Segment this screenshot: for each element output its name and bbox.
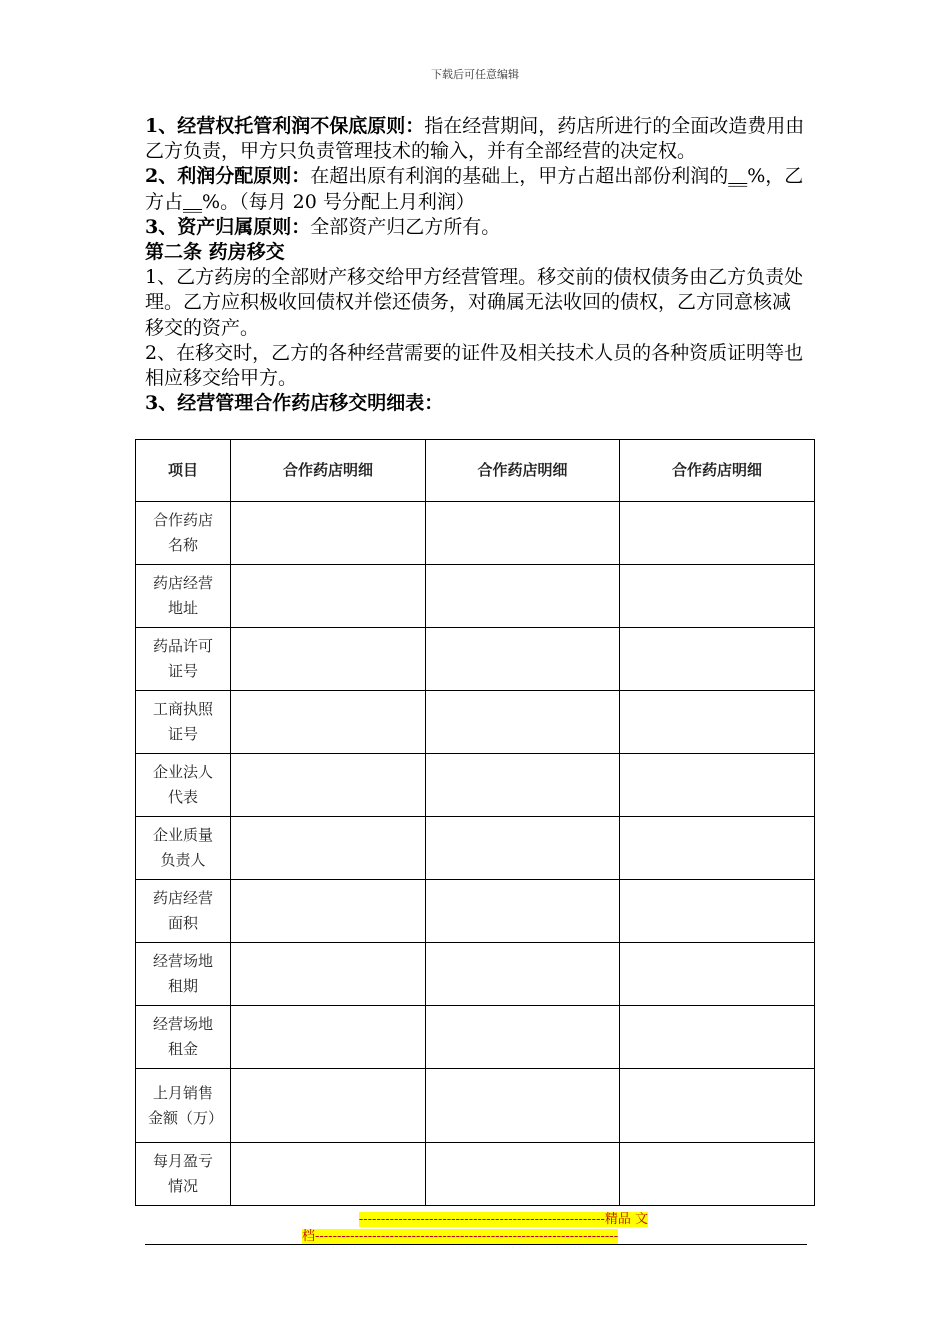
table-cell[interactable] [426, 943, 620, 1006]
table-cell[interactable] [231, 943, 426, 1006]
row-label: 上月销售金额（万） [136, 1069, 231, 1143]
row-label: 每月盈亏情况 [136, 1143, 231, 1206]
row-label: 药店经营面积 [136, 880, 231, 943]
handover-detail-table [135, 439, 815, 1206]
column-header-store-detail: 合作药店明细 [620, 440, 815, 502]
table-cell[interactable] [620, 502, 815, 565]
table-cell[interactable] [620, 1069, 815, 1143]
paragraph-profit-principle [145, 114, 807, 164]
table-cell[interactable] [620, 817, 815, 880]
table-cell[interactable] [426, 754, 620, 817]
column-header-store-detail: 合作药店明细 [231, 440, 426, 502]
table-cell[interactable] [231, 880, 426, 943]
document-body [145, 114, 807, 416]
table-row [136, 502, 815, 565]
table-cell[interactable] [426, 1069, 620, 1143]
table-cell[interactable] [620, 565, 815, 628]
column-header-item: 项目 [136, 440, 231, 502]
table-row [136, 1006, 815, 1069]
table-cell[interactable] [426, 880, 620, 943]
paragraph-handover-2: 2、在移交时，乙方的各种经营需要的证件及相关技术人员的各种资质证明等也相应移交给甲方。 [145, 341, 804, 390]
table-cell[interactable] [426, 1006, 620, 1069]
column-header-store-detail: 合作药店明细 [426, 440, 620, 502]
row-label: 企业质量负责人 [136, 817, 231, 880]
clause-text: %。（每月 20 号分配上月利润） [202, 190, 475, 213]
clause-heading: 3、资产归属原则： [145, 215, 311, 238]
table-row [136, 880, 815, 943]
table-cell[interactable] [620, 943, 815, 1006]
clause-text: 全部资产归乙方所有。 [310, 215, 501, 238]
row-label: 经营场地租期 [136, 943, 231, 1006]
row-label: 药品许可证号 [136, 628, 231, 691]
footer-line-1: --------------------------------------------------------精品 文 [358, 1212, 648, 1227]
table-cell[interactable] [620, 754, 815, 817]
table-row [136, 943, 815, 1006]
table-cell[interactable] [231, 817, 426, 880]
clause-text: 在超出原有利润的基础上，甲方占超出部份利润的 [310, 165, 729, 188]
row-label: 药店经营地址 [136, 565, 231, 628]
table-header-row [136, 440, 815, 502]
table-caption: 3、经营管理合作药店移交明细表： [145, 392, 444, 415]
table-cell[interactable] [620, 628, 815, 691]
section-title: 第二条 药房移交 [145, 241, 285, 264]
table-cell[interactable] [426, 691, 620, 754]
table-cell[interactable] [231, 1143, 426, 1206]
table-cell[interactable] [620, 880, 815, 943]
table-row [136, 754, 815, 817]
table-cell[interactable] [620, 1006, 815, 1069]
table-row [136, 628, 815, 691]
page-header: 下载后可任意编辑 [431, 68, 519, 81]
table-cell[interactable] [620, 1143, 815, 1206]
table-cell[interactable] [231, 1069, 426, 1143]
table-cell[interactable] [231, 1006, 426, 1069]
table-cell[interactable] [426, 565, 620, 628]
table-cell[interactable] [231, 565, 426, 628]
clause-heading: 1、经营权托管利润不保底原则： [145, 115, 425, 137]
row-label: 经营场地租金 [136, 1006, 231, 1069]
footer-watermark [302, 1211, 648, 1245]
table-row [136, 565, 815, 628]
table-cell[interactable] [231, 628, 426, 691]
table-cell[interactable] [426, 1143, 620, 1206]
footer-divider [145, 1244, 807, 1245]
footer-line-2: 档--------------------------------------------------------------------- [302, 1229, 619, 1244]
table-cell[interactable] [231, 691, 426, 754]
clause-text: %，乙方占 [145, 165, 804, 213]
fill-blank: __ [728, 165, 748, 188]
table-cell[interactable] [426, 817, 620, 880]
table-cell[interactable] [426, 628, 620, 691]
table-cell[interactable] [620, 691, 815, 754]
table-row [136, 1069, 815, 1143]
row-label: 工商执照证号 [136, 691, 231, 754]
table-row [136, 691, 815, 754]
row-label: 企业法人代表 [136, 754, 231, 817]
table-cell[interactable] [231, 754, 426, 817]
paragraph-asset-ownership [145, 215, 807, 240]
table-row [136, 817, 815, 880]
table-cell[interactable] [231, 502, 426, 565]
fill-blank: __ [183, 190, 203, 213]
paragraph-handover-1: 1、乙方药房的全部财产移交给甲方经营管理。移交前的债权债务由乙方负责处理。乙方应积极收回债权并偿还债务，对确属无法收回的债权，乙方同意核减移交的资产。 [145, 266, 804, 339]
clause-text: 指在经营期间，药店所进行的全面改造费用由乙方负责，甲方只负责管理技术的输入，并有全部经营的决定权。 [145, 115, 805, 163]
clause-heading: 2、利润分配原则： [145, 165, 311, 188]
table-row [136, 1143, 815, 1206]
paragraph-profit-distribution [145, 164, 807, 214]
row-label: 合作药店名称 [136, 502, 231, 565]
table-cell[interactable] [426, 502, 620, 565]
